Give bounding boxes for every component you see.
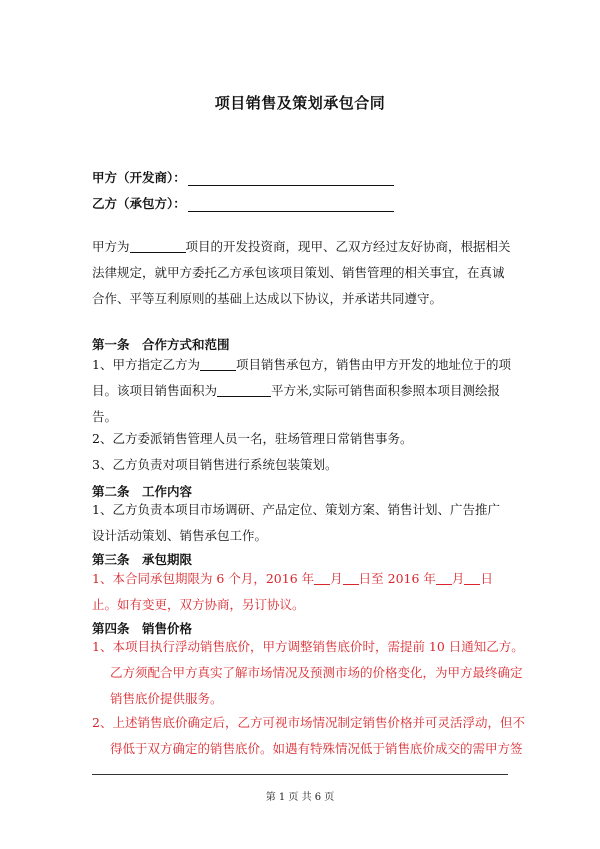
- area-blank: [217, 383, 271, 397]
- party-a-label: 甲方（开发商）：: [92, 170, 186, 185]
- document-title: 项目销售及策划承包合同: [214, 94, 386, 112]
- article-2-heading: 第二条 工作内容: [92, 484, 193, 499]
- project-name-blank: [130, 239, 186, 253]
- party-a-field: [92, 168, 394, 186]
- project-blank: [200, 357, 236, 371]
- party-b-field: [92, 194, 394, 212]
- article-1-item-2: 2、乙方委派销售管理人员一名，驻场管理日常销售事务。: [92, 431, 413, 446]
- page-number: 第 1 页 共 6 页: [265, 792, 335, 803]
- party-b-blank: [188, 197, 394, 212]
- article-1-item-3: 3、乙方负责对项目销售进行系统包装策划。: [92, 457, 338, 472]
- party-b-label: 乙方（承包方）：: [92, 196, 186, 211]
- party-a-blank: [188, 171, 394, 186]
- article-3-heading: 第三条 承包期限: [92, 552, 193, 567]
- article-4-heading: 第四条 销售价格: [92, 621, 193, 636]
- article-4-item-2: 2、上述销售底价确定后，乙方可视市场情况制定销售价格并可灵活浮动，但不得低于双方确定的销售底价。如遇有特殊情况低于销售底价成交的需甲方签: [92, 715, 525, 756]
- intro-paragraph: 甲方为 项目的开发投资商，现甲、乙双方经过友好协商，根据相关法律规定，就甲方委托乙方承包该项目策划、销售管理的相关事宜，在真诚合作、平等互利原则的基础上达成以下协议，并承诺共同遵守。: [92, 239, 511, 306]
- footer-divider: [92, 774, 508, 775]
- article-1-heading: 第一条 合作方式和范围: [92, 337, 230, 352]
- article-2-item-1: 1、乙方负责本项目市场调研、产品定位、策划方案、销售计划、广告推广设计活动策划、销售承包工作。: [92, 502, 500, 543]
- article-1-item-1: 1、甲方指定乙方为 项目销售承包方，销售由甲方开发的地址位于的项目。该项目销售面积为 平方米,实际可销售面积参照本项目测绘报告。: [92, 357, 511, 424]
- article-3-item-1: 1、本合同承包期限为 6 个月，2016 年 月 日至 2016 年 月 日止。如有变更，双方协商，另订协议。: [92, 571, 493, 612]
- article-4-item-1: 1、本项目执行浮动销售底价，甲方调整销售底价时，需提前 10 日通知乙方。乙方须配合甲方真实了解市场情况及预测市场的价格变化，为甲方最终确定销售底价提供服务。: [92, 639, 524, 706]
